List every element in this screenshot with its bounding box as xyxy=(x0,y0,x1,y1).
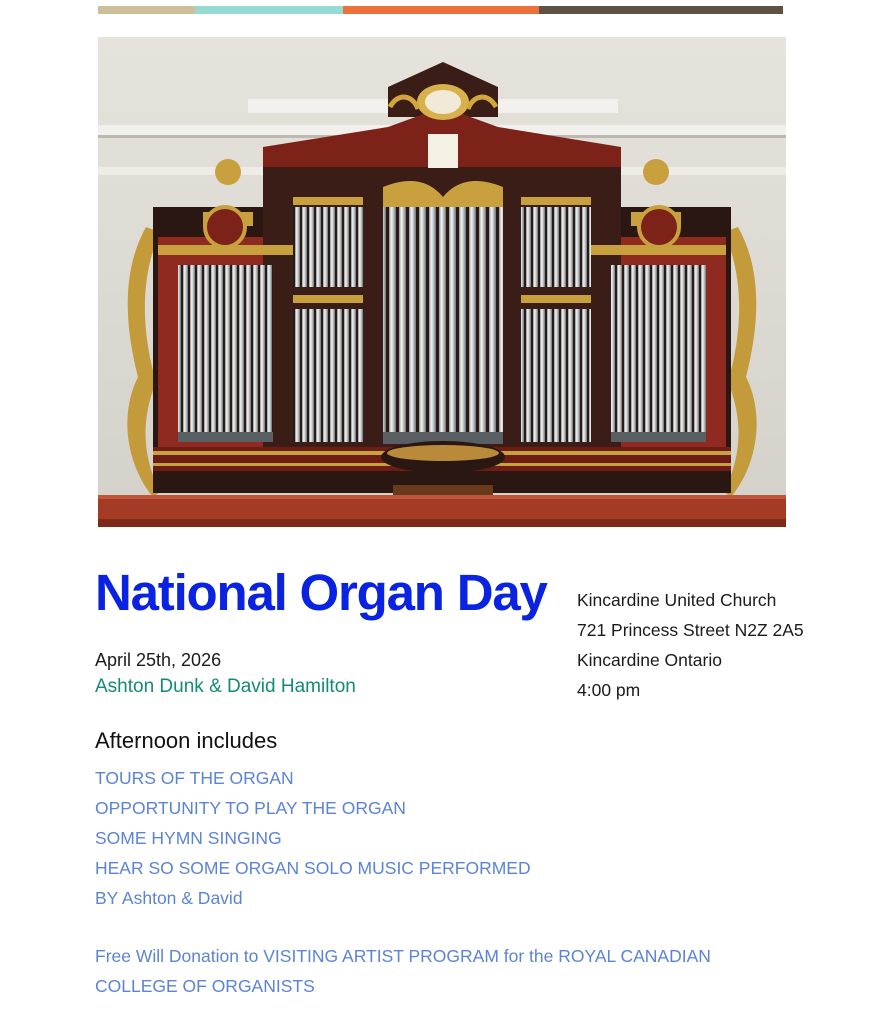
program-list xyxy=(95,763,531,913)
venue-block xyxy=(577,585,804,705)
program-heading: Afternoon includes xyxy=(95,728,278,753)
venue-name: Kincardine United Church xyxy=(577,590,777,610)
program-item: BY Ashton & David xyxy=(95,888,243,908)
program-item: SOME HYMN SINGING xyxy=(95,828,282,848)
program-item: OPPORTUNITY TO PLAY THE ORGAN xyxy=(95,798,406,818)
performers: Ashton Dunk & David Hamilton xyxy=(95,676,356,697)
organ-photo xyxy=(98,37,786,527)
event-title: National Organ Day xyxy=(95,564,547,621)
color-strip-segment-tan xyxy=(98,6,195,14)
event-date: April 25th, 2026 xyxy=(95,650,222,670)
venue-street: 721 Princess Street N2Z 2A5 xyxy=(577,620,804,640)
venue-city: Kincardine Ontario xyxy=(577,650,722,670)
color-strip-segment-teal xyxy=(195,6,343,14)
venue-time: 4:00 pm xyxy=(577,680,641,700)
color-strip-segment-orange xyxy=(343,6,539,14)
color-strip xyxy=(98,6,783,14)
program-item: HEAR SO SOME ORGAN SOLO MUSIC PERFORMED xyxy=(95,858,531,878)
color-strip-segment-brown xyxy=(539,6,783,14)
program-item: TOURS OF THE ORGAN xyxy=(95,768,294,788)
donation-note: Free Will Donation to VISITING ARTIST PROGRAM for the ROYAL CANADIAN COLLEGE OF ORGANISTS xyxy=(95,946,711,996)
